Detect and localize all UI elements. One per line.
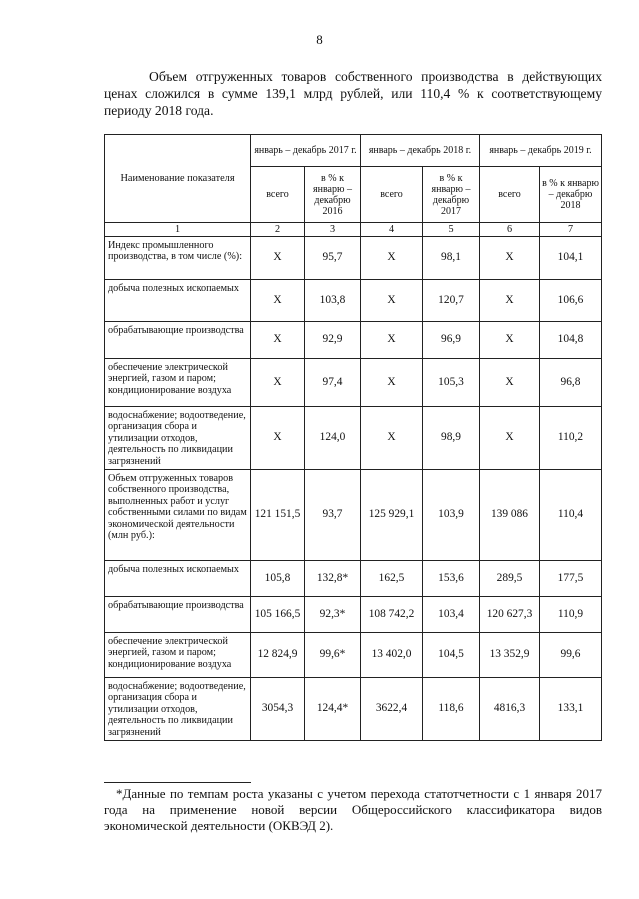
total-header: всего	[251, 167, 305, 223]
column-number-row	[105, 223, 602, 237]
table-row	[105, 678, 602, 741]
percent-value: 110,4	[540, 470, 602, 561]
total-value: 108 742,2	[361, 597, 423, 633]
footnote: *Данные по темпам роста указаны с учетом перехода статотчетности с 1 января 2017 года на применение новой версии Общероссийского классификатора видов экономической деятельности (ОКВЭД 2).	[104, 786, 602, 833]
percent-value: 103,4	[423, 597, 480, 633]
percent-value: 98,1	[423, 237, 480, 280]
percent-value: 133,1	[540, 678, 602, 741]
total-value: 3054,3	[251, 678, 305, 741]
percent-value: 97,4	[305, 359, 361, 407]
column-number: 1	[105, 223, 251, 237]
total-value: Х	[251, 359, 305, 407]
indicator-label: обрабатывающие производства	[105, 322, 251, 359]
period-header: январь – декабрь 2017 г.	[251, 135, 361, 167]
indicator-label: Индекс промышленного производства, в том числе (%):	[105, 237, 251, 280]
total-value: 125 929,1	[361, 470, 423, 561]
total-value: Х	[251, 322, 305, 359]
percent-value: 110,9	[540, 597, 602, 633]
percent-value: 120,7	[423, 280, 480, 322]
percent-header: в % к январю – декабрю 2017	[423, 167, 480, 223]
percent-value: 93,7	[305, 470, 361, 561]
table-row	[105, 359, 602, 407]
period-header: январь – декабрь 2019 г.	[480, 135, 602, 167]
total-value: 105 166,5	[251, 597, 305, 633]
total-value: Х	[361, 280, 423, 322]
table-row	[105, 322, 602, 359]
total-value: Х	[361, 359, 423, 407]
indicator-label: водоснабжение; водоотведение, организация сбора и утилизации отходов, деятельность по ликвидации загрязнений	[105, 678, 251, 741]
indicator-label: Объем отгруженных товаров собственного производства, выполненных работ и услуг собственными силами по видам экономической деятельности (млн руб.):	[105, 470, 251, 561]
percent-value: 99,6*	[305, 633, 361, 678]
percent-value: 124,4*	[305, 678, 361, 741]
percent-value: 124,0	[305, 407, 361, 470]
percent-value: 110,2	[540, 407, 602, 470]
footnote-separator	[104, 782, 251, 783]
percent-value: 99,6	[540, 633, 602, 678]
indicator-label: обрабатывающие производства	[105, 597, 251, 633]
total-header: всего	[361, 167, 423, 223]
indicator-label: добыча полезных ископаемых	[105, 280, 251, 322]
percent-value: 103,9	[423, 470, 480, 561]
percent-value: 96,9	[423, 322, 480, 359]
total-value: 13 352,9	[480, 633, 540, 678]
total-value: 121 151,5	[251, 470, 305, 561]
table-row	[105, 597, 602, 633]
percent-value: 104,5	[423, 633, 480, 678]
total-value: 4816,3	[480, 678, 540, 741]
indicator-label: водоснабжение; водоотведение, организация сбора и утилизации отходов, деятельность по ликвидации загрязнений	[105, 407, 251, 470]
column-number: 6	[480, 223, 540, 237]
percent-value: 92,9	[305, 322, 361, 359]
table-row	[105, 237, 602, 280]
table-body	[105, 237, 602, 741]
total-value: Х	[480, 359, 540, 407]
total-value: Х	[480, 237, 540, 280]
total-header: всего	[480, 167, 540, 223]
percent-value: 92,3*	[305, 597, 361, 633]
total-value: 105,8	[251, 561, 305, 597]
percent-value: 153,6	[423, 561, 480, 597]
percent-header: в % к январю – декабрю 2016	[305, 167, 361, 223]
total-value: Х	[251, 407, 305, 470]
total-value: Х	[251, 237, 305, 280]
percent-value: 103,8	[305, 280, 361, 322]
column-number: 5	[423, 223, 480, 237]
total-value: 289,5	[480, 561, 540, 597]
total-value: Х	[480, 322, 540, 359]
percent-value: 106,6	[540, 280, 602, 322]
intro-paragraph: Объем отгруженных товаров собственного производства в действующих ценах сложился в сумме 139,1 млрд рублей, или 110,4 % к соответствующему периоду 2018 года.	[104, 69, 602, 118]
indicator-label: добыча полезных ископаемых	[105, 561, 251, 597]
total-value: Х	[480, 280, 540, 322]
percent-value: 132,8*	[305, 561, 361, 597]
total-value: Х	[361, 407, 423, 470]
indicator-label: обеспечение электрической энергией, газом и паром; кондиционирование воздуха	[105, 359, 251, 407]
total-value: 12 824,9	[251, 633, 305, 678]
total-value: Х	[361, 237, 423, 280]
total-value: 139 086	[480, 470, 540, 561]
percent-value: 118,6	[423, 678, 480, 741]
name-header: Наименование показателя	[105, 135, 251, 223]
production-table	[104, 134, 602, 741]
percent-value: 98,9	[423, 407, 480, 470]
indicator-label: обеспечение электрической энергией, газом и паром; кондиционирование воздуха	[105, 633, 251, 678]
total-value: Х	[251, 280, 305, 322]
percent-value: 105,3	[423, 359, 480, 407]
table-row	[105, 470, 602, 561]
period-header: январь – декабрь 2018 г.	[361, 135, 480, 167]
percent-value: 104,1	[540, 237, 602, 280]
percent-value: 177,5	[540, 561, 602, 597]
column-number: 4	[361, 223, 423, 237]
percent-value: 104,8	[540, 322, 602, 359]
page-number: 8	[316, 32, 323, 47]
percent-header: в % к январю – декабрю 2018	[540, 167, 602, 223]
total-value: 162,5	[361, 561, 423, 597]
table-row	[105, 280, 602, 322]
percent-value: 96,8	[540, 359, 602, 407]
column-number: 3	[305, 223, 361, 237]
table-row	[105, 561, 602, 597]
table-row	[105, 407, 602, 470]
column-number: 7	[540, 223, 602, 237]
total-value: 3622,4	[361, 678, 423, 741]
total-value: 13 402,0	[361, 633, 423, 678]
total-value: Х	[361, 322, 423, 359]
total-value: Х	[480, 407, 540, 470]
table-row	[105, 633, 602, 678]
column-number: 2	[251, 223, 305, 237]
total-value: 120 627,3	[480, 597, 540, 633]
percent-value: 95,7	[305, 237, 361, 280]
